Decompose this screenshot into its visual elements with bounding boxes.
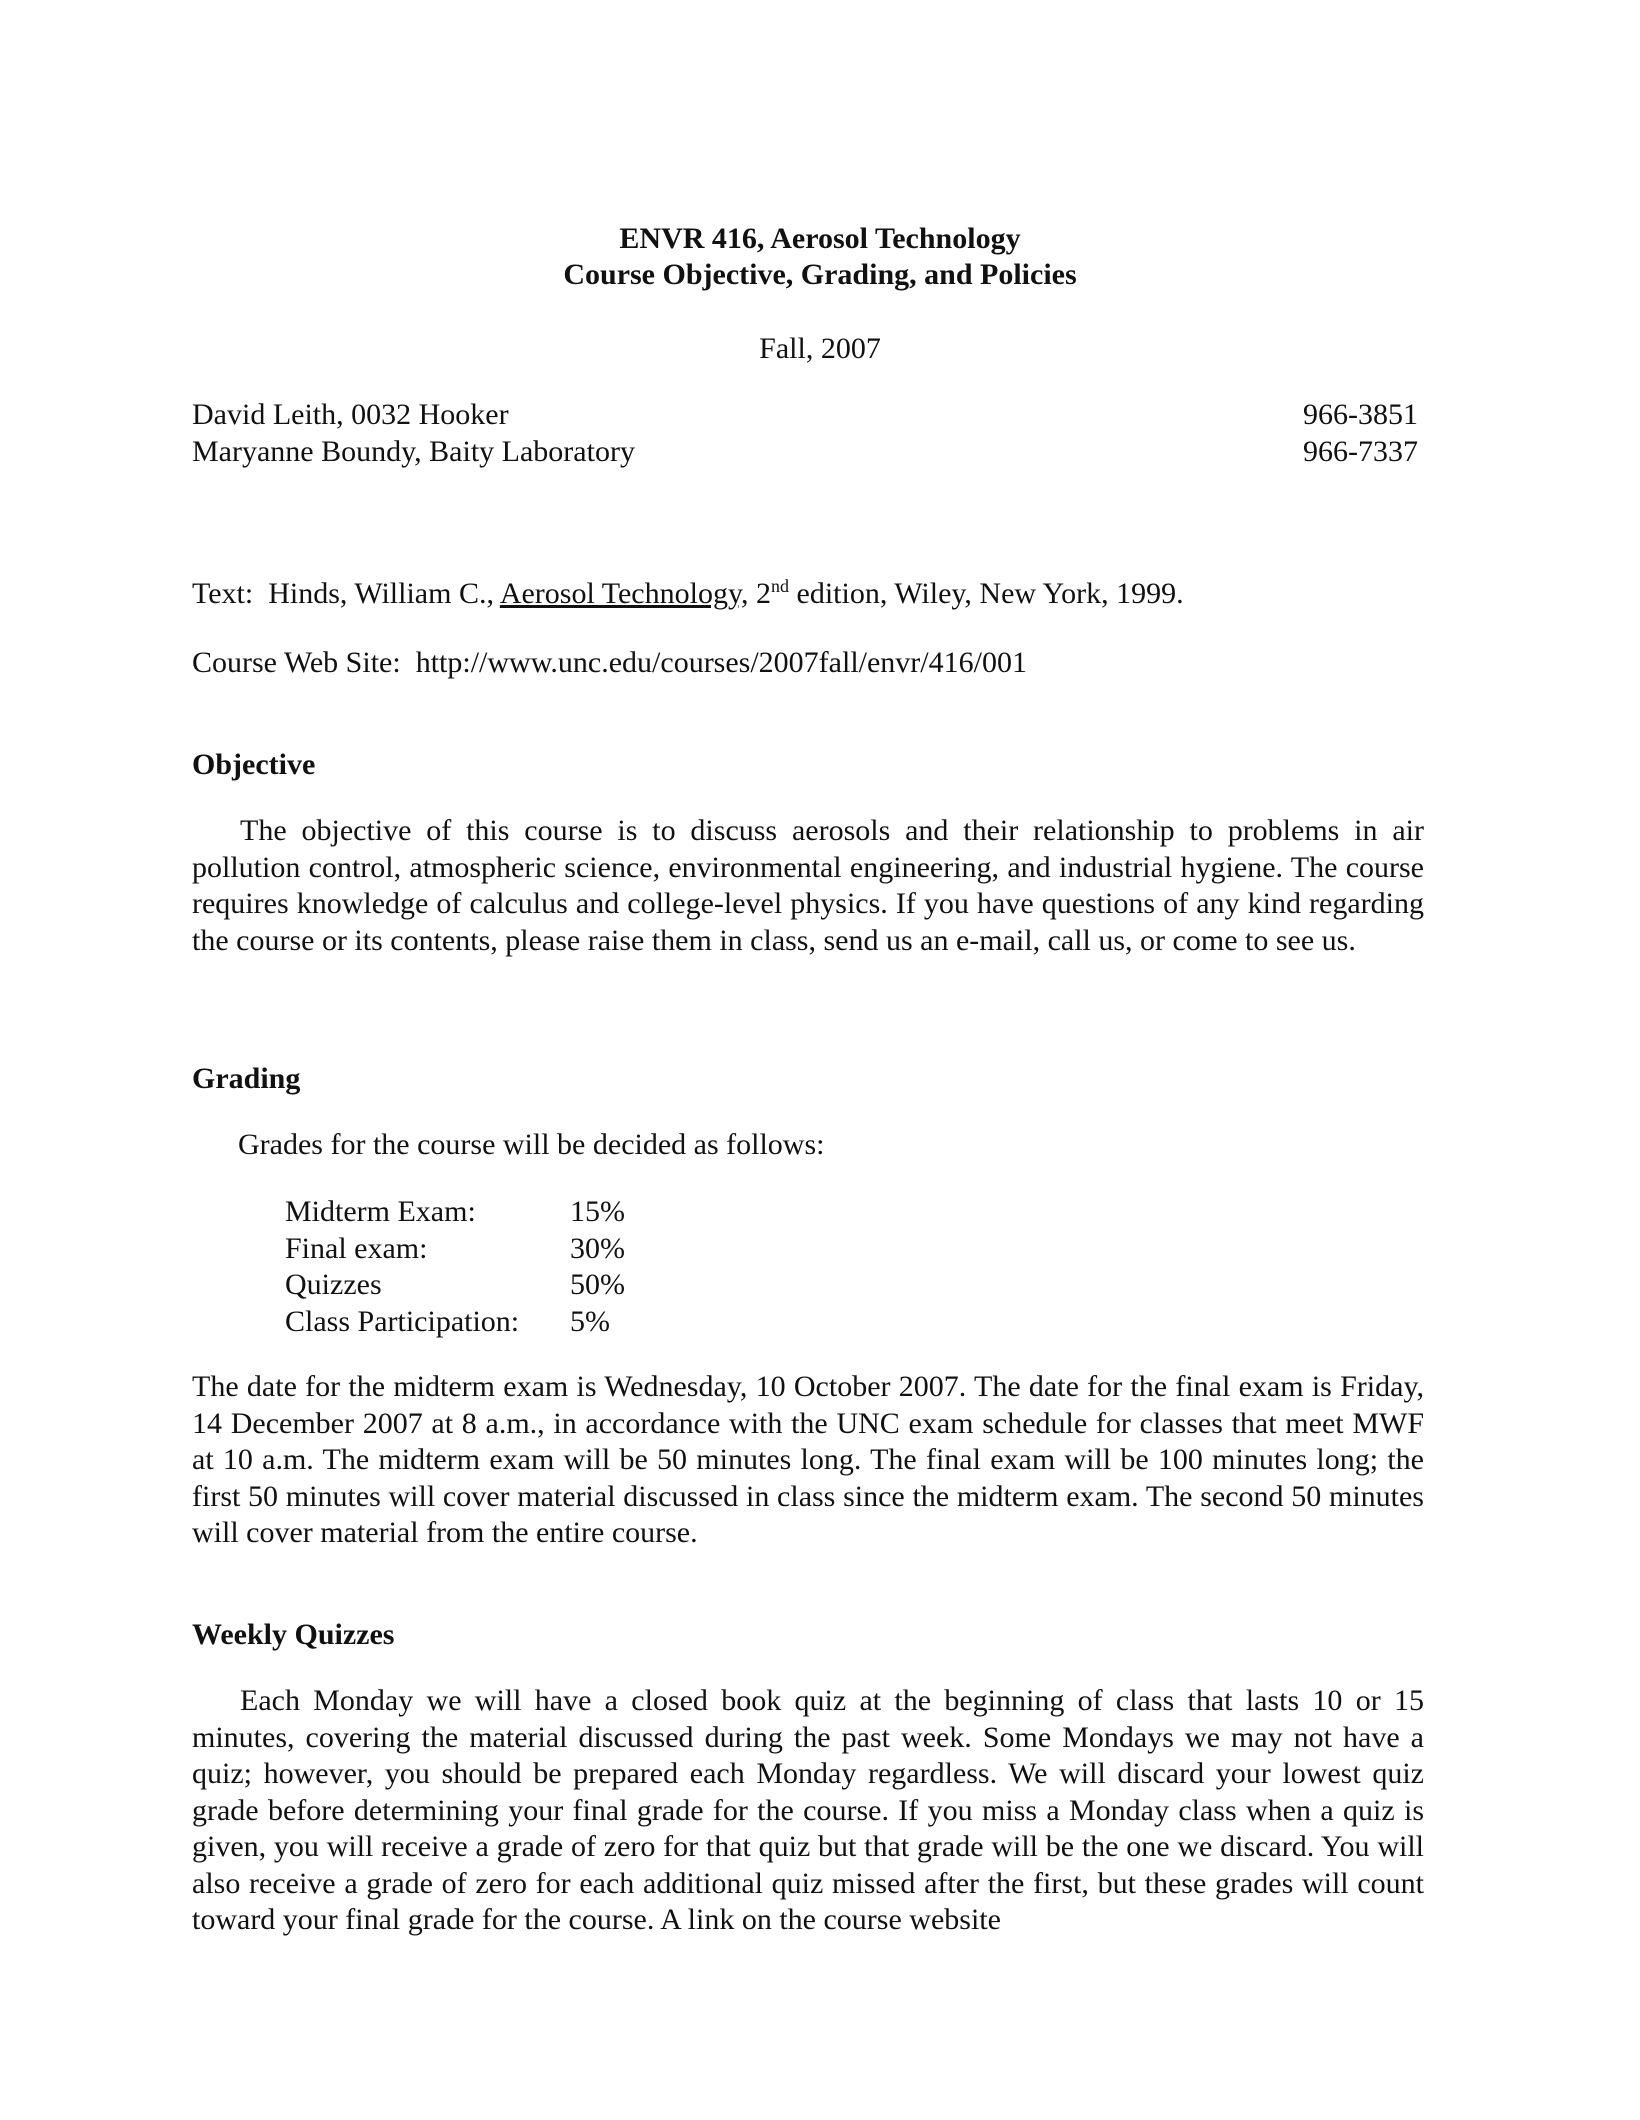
quizzes-heading: Weekly Quizzes [192,1618,395,1651]
grade-row [285,1304,625,1341]
grade-value: 30% [570,1231,625,1265]
contact-name: David Leith, 0032 Hooker [192,398,509,431]
contact-row [192,398,1418,432]
grade-row [285,1231,625,1268]
grade-value: 15% [570,1195,625,1228]
grade-value: 5% [570,1304,610,1338]
grade-label: Quizzes [285,1268,382,1301]
textbook-prefix: Text: Hinds, William C., [192,577,500,610]
grade-value: 50% [570,1268,625,1301]
contact-phone: 966-7337 [1303,435,1418,468]
exam-details-paragraph: The date for the midterm exam is Wednesday, 10 October 2007. The date for the final exam is Friday, 14 December 2007 at 8 a.m., in accordance with the UNC exam schedule for classes that meet MWF at 10 a.m. The midterm exam will be 50 minutes long. The final exam will be 100 minutes long; the first 50 minutes will cover material discussed in class since the midterm exam. The second 50 minutes will cover material from the entire course. [192,1370,1424,1549]
grade-row [285,1267,625,1304]
grade-label: Midterm Exam: [285,1195,476,1228]
contact-row [192,435,1418,469]
grade-breakdown-table [285,1194,625,1340]
grading-heading: Grading [192,1062,301,1095]
textbook-reference [192,577,1184,611]
term-label: Fall, 2007 [759,332,881,365]
website-url[interactable]: http://www.unc.edu/courses/2007fall/envr/416/001 [415,646,1027,679]
document-subtitle: Course Objective, Grading, and Policies [563,258,1077,291]
edition-superscript: nd [771,576,789,596]
grading-intro: Grades for the course will be decided as follows: [238,1128,825,1161]
contact-phone: 966-3851 [1303,398,1418,431]
course-title: ENVR 416, Aerosol Technology [619,222,1021,255]
course-website [192,646,1027,680]
grade-label: Final exam: [285,1231,428,1265]
contact-name: Maryanne Boundy, Baity Laboratory [192,435,635,468]
website-label: Course Web Site: [192,646,416,679]
grade-label: Class Participation: [285,1304,520,1338]
grade-row [285,1194,625,1231]
quizzes-paragraph: Each Monday we will have a closed book quiz at the beginning of class that lasts 10 or 15 minutes, covering the material discussed during the past week. Some Mondays we may not have a quiz; however, you should be prepared each Monday regardless. We will discard your lowest quiz grade before determining your final grade for the course. If you miss a Monday class when a quiz is given, you will receive a grade of zero for that quiz but that grade will be the one we discard. You will also receive a grade of zero for each additional quiz missed after the first, but these grades will count toward your final grade for the course. A link on the course website [192,1684,1424,1936]
edition-number: 2 [748,577,771,610]
textbook-suffix: edition, Wiley, New York, 1999. [789,577,1184,610]
objective-heading: Objective [192,748,316,781]
objective-paragraph: The objective of this course is to discuss aerosols and their relationship to problems in air pollution control, atmospheric science, environmental engineering, and industrial hygiene. The course requires knowledge of calculus and college-level physics. If you have questions of any kind regarding the course or its contents, please raise them in class, send us an e-mail, call us, or come to see us. [192,814,1424,957]
textbook-title: Aerosol Technology, [499,577,749,610]
